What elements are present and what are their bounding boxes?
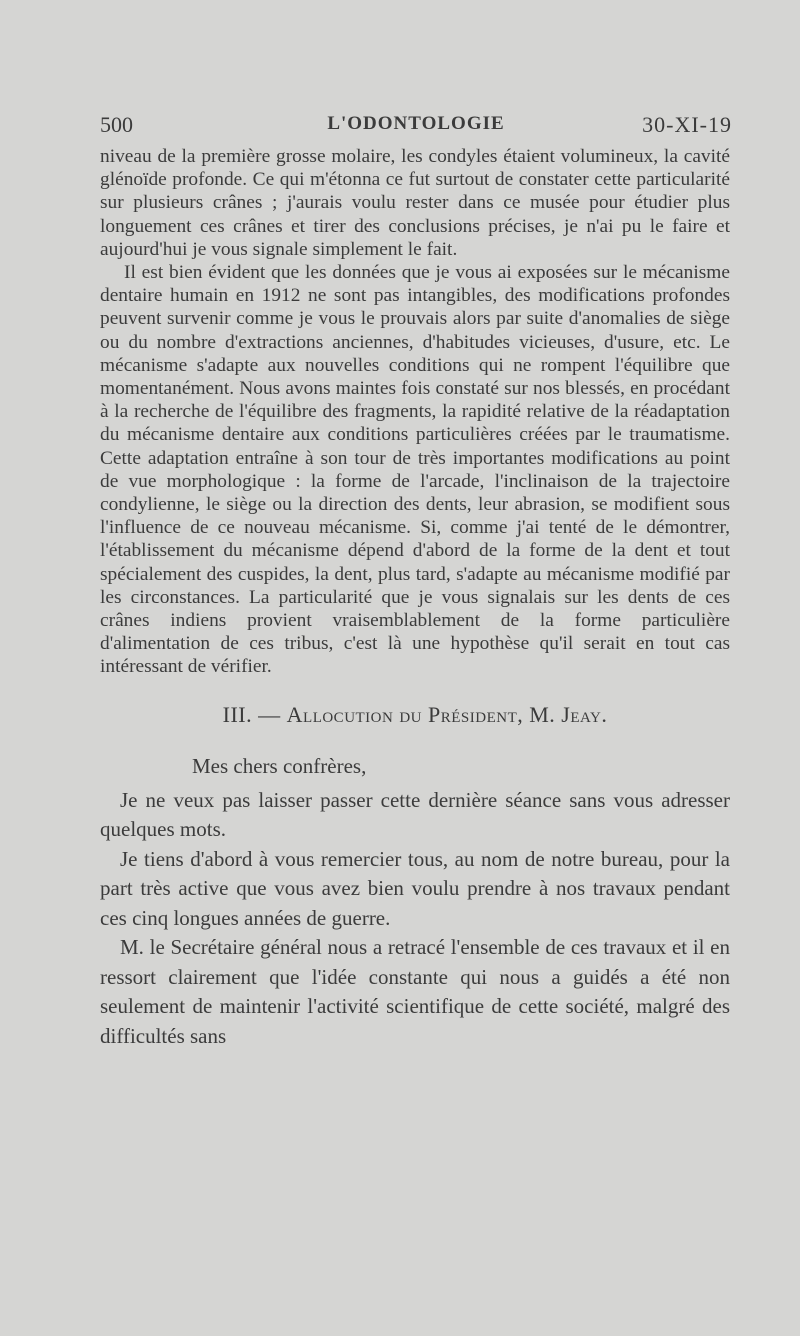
section-title: Allocution du Président, M. Jeay. xyxy=(286,701,608,727)
page-body xyxy=(100,145,730,1051)
paragraph: niveau de la première grosse molaire, les condyles étaient volumineux, la cavité glénoïde profonde. Ce qui m'étonna ce fut surtout de constater cette particularité sur plusieurs crânes ; j'aurais voulu rester dans ce musée pour étudier plus longuement ces crânes et tirer des conclusions précises, je n'ai pu le faire et aujourd'hui je vous signale simplement le fait. xyxy=(100,146,730,260)
continued-text xyxy=(100,145,730,679)
running-header xyxy=(100,112,732,142)
salutation: Mes chers confrères, xyxy=(192,753,367,778)
paragraph: Il est bien évident que les données que je vous ai exposées sur le mécanisme dentaire humain en 1912 ne sont pas intangibles, des modifications profondes peuvent survenir comme je vous le prouvais alors par suite d'anomalies de siège ou du nombre d'extractions anciennes, d'habitudes vicieuses, d'usure, etc. Le mécanisme s'adapte aux nouvelles conditions qui ne rompent l'équilibre que momentanément. Nous avons maintes fois constaté sur nos blessés, en procédant à la recherche de l'équilibre des fragments, la rapidité relative de la réadaptation du mécanisme dentaire aux conditions particulières créées par le traumatisme. Cette adaptation entraîne à son tour de très importantes modifications au point de vue morphologique : la forme de l'arcade, l'inclinaison de la trajectoire condylienne, le siège ou la direction des dents, leur abrasion, se modifient sous l'influence de ce nouveau mécanisme. Si, comme j'ai tenté de le démontrer, l'établissement du mécanisme dépend d'abord de la forme de la dent et tout spécialement des cuspides, la dent, plus tard, s'adapte au mécanisme modifié par les circonstances. La particularité que je vous signalais sur les dents de ces crânes indiens provient vraisemblablement de la forme particulière d'alimentation de ces tribus, c'est là une hypothèse qu'il serait en tout cas intéressant de vérifier. xyxy=(100,262,730,678)
paragraph: Je tiens d'abord à vous remercier tous, au nom de notre bureau, pour la part très active que vous avez bien voulu prendre à nos travaux pendant ces cinq longues années de guerre. xyxy=(100,846,730,930)
section-heading xyxy=(100,700,730,730)
page-number: 500 xyxy=(100,112,133,137)
section-number: III. — xyxy=(222,701,281,727)
paragraph: Je ne veux pas laisser passer cette dernière séance sans vous adresser quelques mots. xyxy=(100,787,730,842)
issue-date: 30-XI-19 xyxy=(642,112,732,137)
journal-title: L'ODONTOLOGIE xyxy=(327,113,505,134)
paragraph: M. le Secrétaire général nous a retracé l'ensemble de ces travaux et il en ressort clairement que l'idée constante qui nous a guidés a été non seulement de maintenir l'activité scientifique de cette société, malgré des difficultés sans xyxy=(100,935,730,1048)
address-text xyxy=(100,786,730,1052)
